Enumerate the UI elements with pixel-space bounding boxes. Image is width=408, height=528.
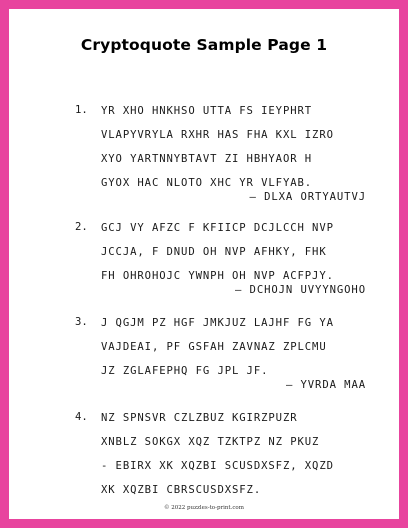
cipher-author: — YVRDA MAA (285, 379, 366, 391)
puzzle-number: 2. (75, 221, 88, 233)
puzzle-number: 1. (75, 104, 88, 116)
page-title: Cryptoquote Sample Page 1 (80, 36, 328, 54)
cipher-author: — DCHOJN UVYYNGOHO (234, 284, 366, 296)
cipher-line: NZ SPNSVR CZLZBUZ KGIRZPUZR (101, 412, 298, 424)
cipher-line: YR XHO HNKHSO UTTA FS IEYPHRT (101, 105, 313, 117)
cipher-line: JZ ZGLAFEPHQ FG JPL JF. (101, 365, 269, 377)
cipher-line: GCJ VY AFZC F KFIICP DCJLCCH NVP (101, 222, 334, 234)
cipher-text (101, 104, 334, 200)
copyright-footer: © 2022 puzzles-to-print.com (164, 505, 244, 511)
cipher-line: JCCJA, F DNUD OH NVP AFHKY, FHK (101, 246, 327, 258)
cipher-line: XYO YARTNNYBTAVT ZI HBHYAOR H (101, 153, 313, 165)
puzzle-number: 4. (75, 411, 88, 423)
puzzle-page (9, 9, 399, 519)
cipher-line: VAJDEAI, PF GSFAH ZAVNAZ ZPLCMU (101, 341, 327, 353)
cipher-line: XNBLZ SOKGX XQZ TZKTPZ NZ PKUZ (101, 436, 320, 448)
cipher-line: XK XQZBI CBRSCUSDXSFZ. (101, 484, 262, 496)
cipher-line: - EBIRX XK XQZBI SCUSDXSFZ, XQZD (101, 460, 334, 472)
cipher-author: — DLXA ORTYAUTVJ (249, 191, 366, 203)
cipher-text (101, 411, 334, 507)
cipher-line: VLAPYVRYLA RXHR HAS FHA KXL IZRO (101, 129, 334, 141)
puzzle-number: 3. (75, 316, 88, 328)
cipher-line: J QGJM PZ HGF JMKJUZ LAJHF FG YA (101, 317, 334, 329)
cipher-line: GYOX HAC NLOTO XHC YR VLFYAB. (101, 177, 313, 189)
cipher-line: FH OHROHOJC YWNPH OH NVP ACFPJY. (101, 270, 334, 282)
